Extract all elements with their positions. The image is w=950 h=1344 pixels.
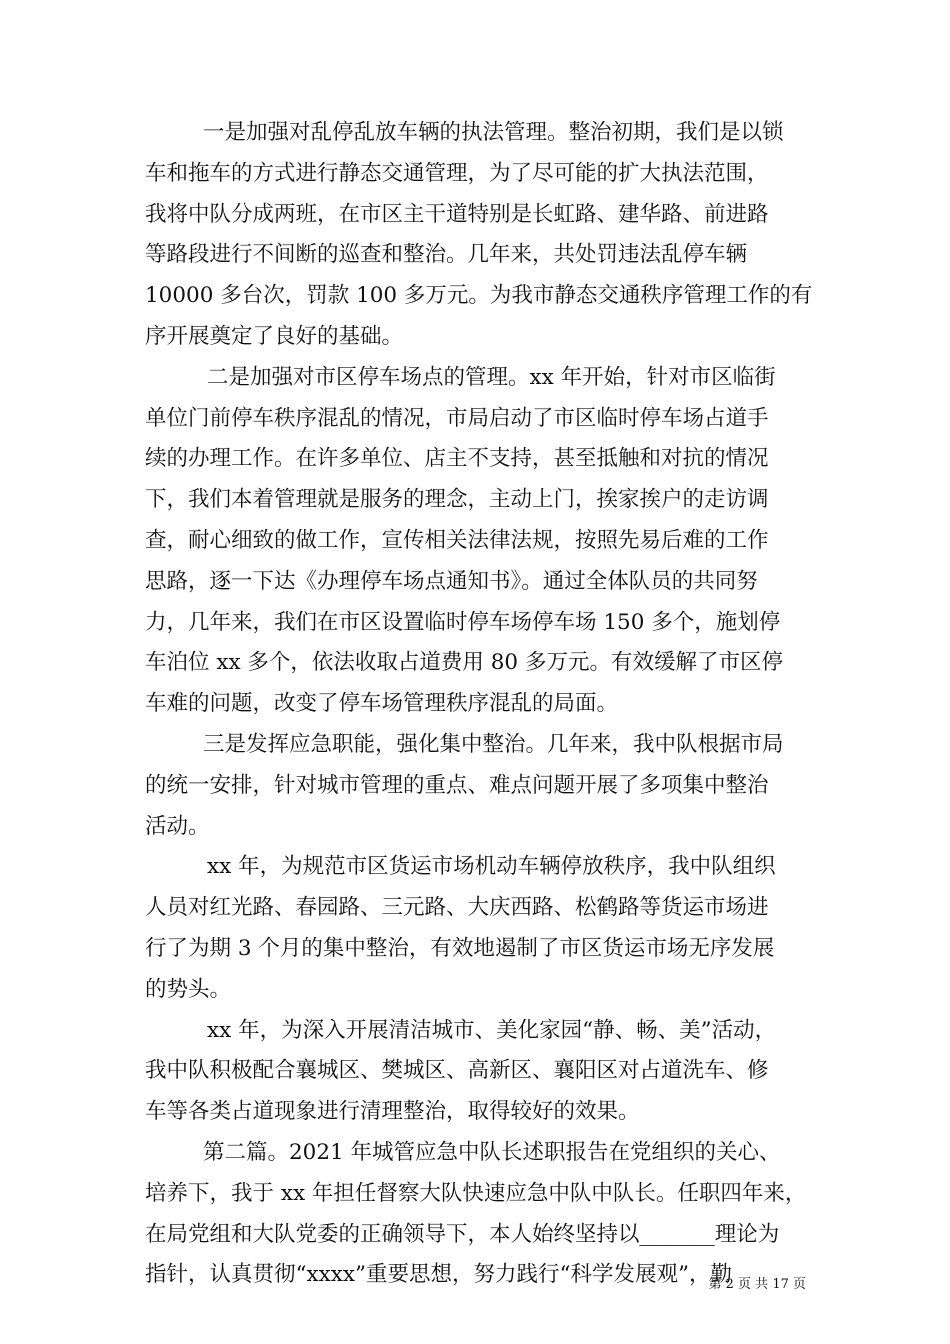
text-line: 指针，认真贯彻“xxxx”重要思想，努力践行“科学发展观”，勤 [145,1262,732,1288]
text-line: 车难的问题，改变了停车场管理秩序混乱的局面。 [145,691,619,717]
text-line: 培养下，我于 xx 年担任督察大队快速应急中队中队长。任职四年来， [145,1180,807,1206]
text-line: 车泊位 xx 多个，依法收取占道费用 80 多万元。有效缓解了市区停 [145,650,783,676]
text-line: 二是加强对市区停车场点的管理。xx 年开始，针对市区临街 [207,364,776,390]
text-line: 单位门前停车秩序混乱的情况，市局启动了市区临时停车场占道手 [145,405,769,431]
text-line: 下，我们本着管理就是服务的理念，主动上门，挨家挨户的走访调 [145,487,769,513]
text-line: 10000 多台次，罚款 100 多万元。为我市静态交通秩序管理工作的有 [145,283,813,309]
text-line: 查，耐心细致的做工作，宣传相关法律法规，按照先易后难的工作 [145,527,769,553]
text-line: 三是发挥应急职能，强化集中整治。几年来，我中队根据市局 [203,731,784,757]
text-line: 行了为期 3 个月的集中整治，有效地遏制了市区货运市场无序发展 [145,935,775,961]
document-body [145,113,813,1296]
text-line: 我将中队分成两班，在市区主干道特别是长虹路、建华路、前进路 [145,201,769,227]
text-line: 我中队积极配合襄城区、樊城区、高新区、襄阳区对占道洗车、修 [145,1058,769,1084]
text-line: 等路段进行不间断的巡查和整治。几年来，共处罚违法乱停车辆 [145,242,748,268]
text-line: 人员对红光路、春园路、三元路、大庆西路、松鹤路等货运市场进 [145,895,769,921]
text-line: 力，几年来，我们在市区设置临时停车场停车场 150 多个，施划停 [145,609,781,635]
text-line: 续的办理工作。在许多单位、店主不支持，甚至抵触和对抗的情况 [145,446,769,472]
text-line: 活动。 [145,813,210,839]
text-line: 的势头。 [145,976,232,1002]
text-line: 在局党组和大队党委的正确领导下，本人始终坚持以_______理论为 [145,1221,780,1247]
text-line: 的统一安排，针对城市管理的重点、难点问题开展了多项集中整治 [145,772,769,798]
text-line: 序开展奠定了良好的基础。 [145,323,404,349]
text-line: 车等各类占道现象进行清理整治，取得较好的效果。 [145,1099,640,1125]
text-line: 第二篇。2021 年城管应急中队长述职报告在党组织的关心、 [203,1139,781,1165]
text-line: xx 年，为规范市区货运市场机动车辆停放秩序，我中队组织 [207,854,776,880]
text-line: 思路，逐一下达《办理停车场点通知书》。通过全体队员的共同努 [145,568,758,594]
text-line: 车和拖车的方式进行静态交通管理，为了尽可能的扩大执法范围， [145,160,769,186]
page-footer: 第 2 页 共 17 页 [708,1277,806,1292]
text-line: 一是加强对乱停乱放车辆的执法管理。整治初期，我们是以锁 [203,120,784,145]
text-line: xx 年，为深入开展清洁城市、美化家园“静、畅、美”活动， [207,1017,777,1043]
